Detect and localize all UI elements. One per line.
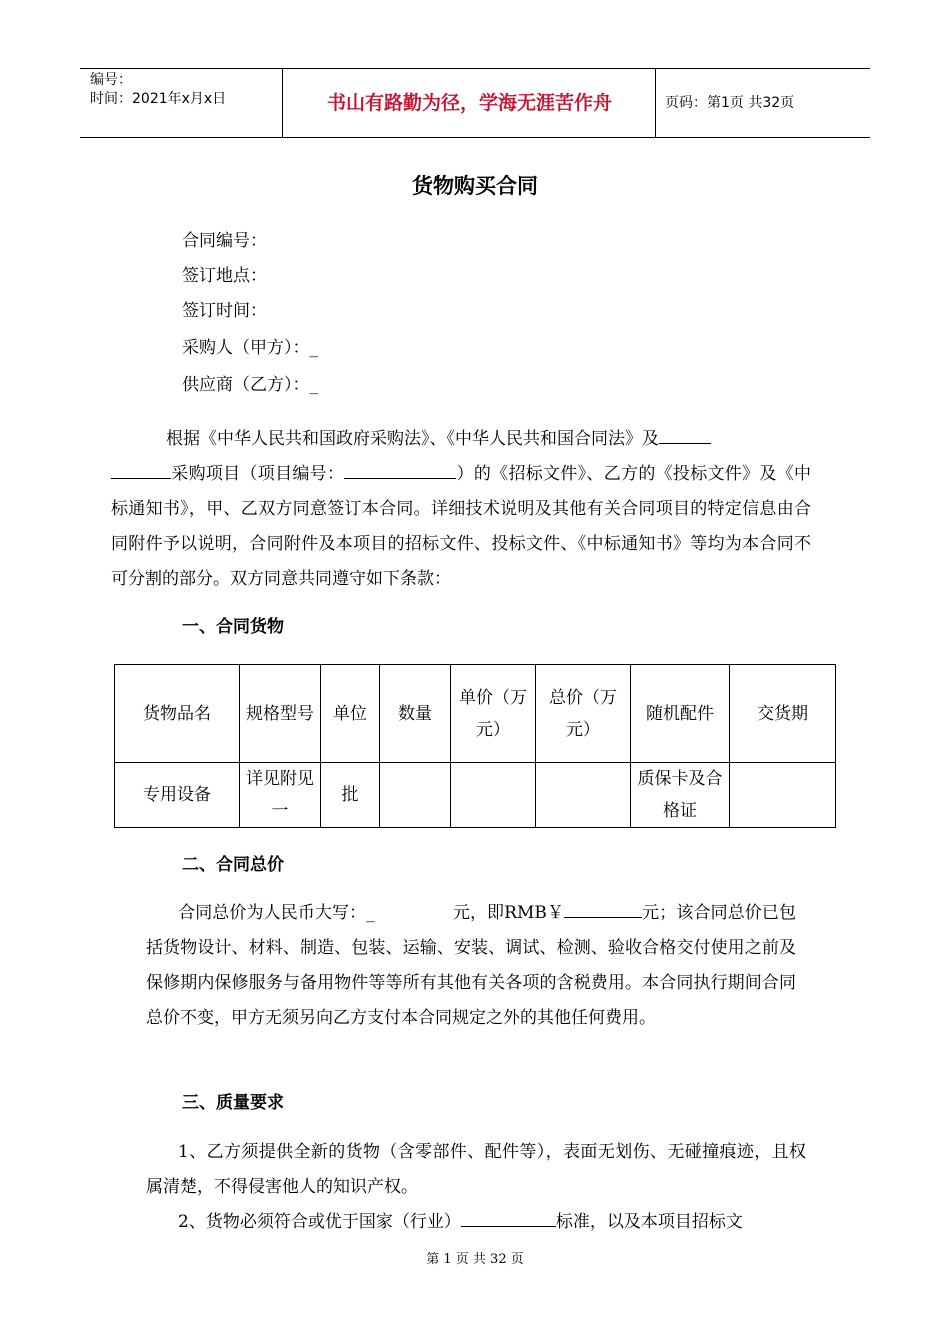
page-header [80, 68, 870, 138]
quality-text-1: 1、乙方须提供全新的货物（含零部件、配件等），表面无划伤、无碰撞痕迹，且权属清楚，不得侵害他人的知识产权。 [146, 1142, 806, 1197]
table-cell [536, 763, 631, 828]
quality-item-1 [146, 1135, 806, 1205]
quality-text-2a: 2、货物必须符合或优于国家（行业） [178, 1212, 461, 1232]
table-header-row [115, 665, 836, 763]
price-text-2: 元，即RMB￥ [452, 903, 565, 923]
section-goods: 一、合同货物 [182, 617, 284, 637]
sign-time-field: 签订时间： [182, 301, 267, 321]
buyer-field: 采购人（甲方）：_ [182, 338, 318, 358]
price-text-3: 元；该合同总价已包括货物设计、材料、制造、包装、运输、安装、调试、检测、验收合格交付使用之前及保修期内保修服务与备用物件等等所有其他有关各项的含税费用。本合同执行期间合同总价不变，甲方无须另向乙方支付本合同规定之外的其他任何费用。 [146, 903, 797, 1028]
table-header-cell: 数量 [380, 665, 451, 763]
price-text-1: 合同总价为人民币大写：_ [178, 903, 375, 923]
header-info [90, 71, 280, 109]
table-header-cell: 交货期 [730, 665, 836, 763]
table-cell: 专用设备 [115, 763, 240, 828]
quality-item-2 [146, 1205, 811, 1240]
section-total-price: 二、合同总价 [182, 855, 284, 875]
table-cell: 批 [321, 763, 380, 828]
table-header-cell: 货物品名 [115, 665, 240, 763]
document-title: 货物购买合同 [412, 174, 538, 198]
time-label: 时间：2021年x月x日 [90, 91, 227, 107]
page-footer: 第 1 页 共 32 页 [426, 1252, 524, 1267]
section-quality: 三、质量要求 [182, 1093, 284, 1113]
table-cell: 质保卡及合格证 [631, 763, 730, 828]
table-header-cell: 单价（万元） [451, 665, 536, 763]
header-motto: 书山有路勤为径，学海无涯苦作舟 [326, 92, 612, 114]
blank-line [659, 425, 711, 444]
blank-line [564, 899, 642, 918]
blank-line [344, 460, 456, 479]
table-cell [380, 763, 451, 828]
table-header-cell: 规格型号 [240, 665, 321, 763]
intro-text-1: 根据《中华人民共和国政府采购法》、《中华人民共和国合同法》及 [166, 429, 659, 449]
table-header-cell: 随机配件 [631, 665, 730, 763]
goods-table [114, 664, 836, 828]
header-divider [655, 69, 656, 137]
supplier-field: 供应商（乙方）：_ [182, 375, 318, 395]
table-cell [730, 763, 836, 828]
header-page-info: 页码：第1页 共32页 [665, 95, 795, 111]
table-cell [451, 763, 536, 828]
quality-text-2b: 标准，以及本项目招标文 [555, 1212, 743, 1232]
price-paragraph [146, 896, 796, 1036]
sign-place-field: 签订地点： [182, 266, 267, 286]
table-row [115, 763, 836, 828]
intro-paragraph [111, 422, 811, 597]
blank-line [461, 1208, 556, 1227]
table-header-cell: 单位 [321, 665, 380, 763]
blank-line [111, 460, 171, 479]
contract-no-field: 合同编号： [182, 231, 267, 251]
table-cell: 详见附见一 [240, 763, 321, 828]
number-label: 编号： [90, 72, 132, 88]
intro-text-2: 采购项目（项目编号： [171, 464, 345, 484]
intro-text-3: ）的《招标文件》、乙方的《投标文件》及《中标通知书》，甲、乙双方同意签订本合同。详细技术说明及其他有关合同项目的特定信息由合同附件予以说明，合同附件及本项目的招标文件、投标文件、《中标通知书》等均为本合同不可分割的部分。双方同意共同遵守如下条款： [111, 464, 811, 589]
table-header-cell: 总价（万元） [536, 665, 631, 763]
